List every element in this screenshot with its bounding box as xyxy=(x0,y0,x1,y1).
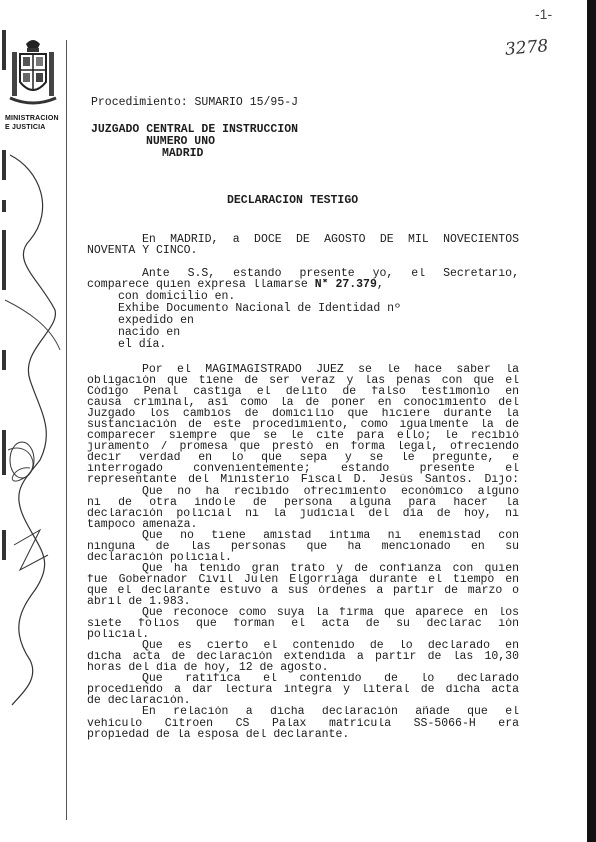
ministry-label: MINISTRACION E JUSTICIA xyxy=(5,115,59,131)
appearance-line: Ante S.S, estando presente yo, el Secretario, xyxy=(142,268,519,280)
handwritten-reference: 3278 xyxy=(504,36,550,60)
born-line: nacido en xyxy=(118,326,181,339)
body-line: fue Gobernador Civil Julen Elgorriaga durante el tiempo en xyxy=(87,573,519,585)
procedure-reference: Procedimiento: SUMARIO 15/95-J xyxy=(91,96,299,109)
body-line: declaración policial. xyxy=(87,551,232,563)
body-line: propiedad de la esposa del declarante. xyxy=(87,728,350,740)
appearance-line xyxy=(87,279,519,290)
appearance-text: , xyxy=(376,279,384,291)
declaration-body xyxy=(87,364,519,740)
court-number: NUMERO UNO xyxy=(146,135,216,148)
page-number: -1- xyxy=(535,6,553,22)
body-line: Que ha tenido gran trato y de confianza con quien xyxy=(142,562,519,574)
body-line: interrogado convenientemente; estando presente el xyxy=(87,463,519,475)
body-line: juramento / promesa que prestó en forma legal, ofreciendo xyxy=(87,441,519,453)
body-line: Código Penal castiga el delito de falso testimonio en xyxy=(87,386,519,398)
body-line: ni de otra índole de persona alguna para hacer la xyxy=(87,496,519,508)
intro-paragraph xyxy=(87,234,519,256)
body-line: Que no tiene amistad íntima ni enemistad con xyxy=(142,529,519,541)
body-line: obligación que tiene de ser veraz y las penas con que el xyxy=(87,375,519,387)
witness-id: N* 27.379 xyxy=(314,279,377,291)
issued-line: expedido en xyxy=(118,314,194,327)
margin-rule xyxy=(66,40,67,820)
court-city: MADRID xyxy=(162,147,204,160)
body-line: Que reconoce como suya la firma que aparece en los xyxy=(142,607,519,619)
body-line: procediendo a dar lectura íntegra y literal de dicha acta xyxy=(87,684,519,696)
body-line: declaración policial ni la judicial del día de hoy, ni xyxy=(87,507,519,519)
body-line: causa criminal, así como la de poner en conocimiento del xyxy=(87,397,519,409)
intro-line: En MADRID, a DOCE DE AGOSTO DE MIL NOVECIENTOS xyxy=(142,234,519,246)
body-line: tampoco amenaza. xyxy=(87,518,198,530)
body-line: horas del día de hoy, 12 de agosto. xyxy=(87,662,329,674)
body-line: dicha acta de declaración extendida a partir de las 10,30 xyxy=(87,651,519,663)
body-line: abril de 1.983. xyxy=(87,595,191,608)
body-line: comparecer siempre que se le cite para ello; le recibió xyxy=(87,430,519,442)
document-title: DECLARACION TESTIGO xyxy=(227,194,359,207)
body-line: ninguna de las personas que ha mencionado en su xyxy=(87,540,519,552)
body-line: sustanciación de este procedimiento, como igualmente la de xyxy=(87,419,519,431)
body-line: siete folios que forman el acta de su declarac ión xyxy=(87,618,519,630)
address-line: con domicilio en. xyxy=(118,290,236,303)
body-line: Que no ha recibido ofrecimiento económico alguno xyxy=(142,485,519,497)
margin-signature-icon xyxy=(0,150,64,710)
coat-of-arms-icon xyxy=(6,36,60,112)
id-document-line: Exhibe Documento Nacional de Identidad nº xyxy=(118,302,401,315)
body-line: policial. xyxy=(87,629,150,641)
body-line: representante del Ministerio Fiscal D. Jesús Santos. Dijo: xyxy=(87,474,519,486)
body-line: En relación a dicha declaración añade que el xyxy=(142,706,519,718)
body-line: que el declarante estuvo a sus órdenes a partir de marzo o xyxy=(87,584,519,596)
appearance-text: comparece quien expresa llamarse xyxy=(87,279,315,291)
body-line: Que ratifica el contenido de lo declarado xyxy=(142,673,519,685)
body-line: decir verdad en lo que sepa y se le pregunte, e xyxy=(87,452,519,464)
appearance-paragraph xyxy=(87,268,519,290)
court-name: JUZGADO CENTRAL DE INSTRUCCION xyxy=(91,123,299,136)
date-line: el día. xyxy=(118,338,167,351)
scan-edge xyxy=(587,0,596,842)
body-line: Que es cierto el contenido de lo declarado en xyxy=(142,640,519,652)
body-line: Por el MAGIMAGISTRADO JUEZ se le hace saber la xyxy=(142,364,519,376)
body-line: de declaración. xyxy=(87,695,191,707)
body-line: Juzgado los cambios de domicilio que hiciere durante la xyxy=(87,408,519,420)
intro-line: NOVENTA Y CINCO. xyxy=(87,245,198,257)
body-line: vehículo Citroen CS Palax matrícula SS-5066-H era xyxy=(87,717,519,729)
